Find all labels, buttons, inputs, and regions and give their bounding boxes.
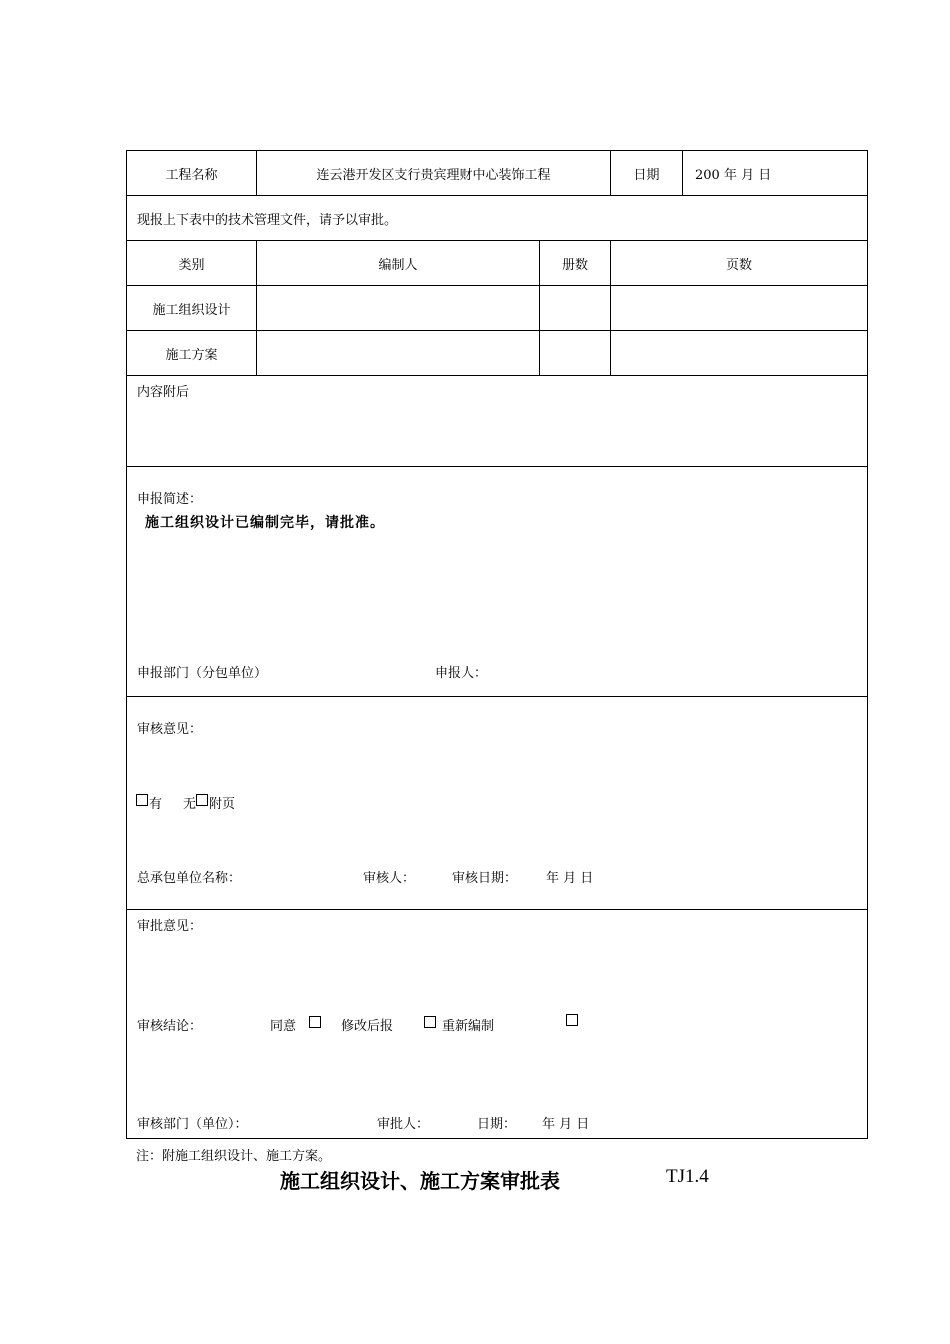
header-category: 类别 [178, 257, 205, 273]
opt-attach-label: 附页 [209, 797, 236, 812]
checkbox-have[interactable] [136, 794, 148, 806]
summary-content[interactable]: 施工组织设计已编制完毕，请批准。 [145, 515, 385, 531]
submit-line: 现报上下表中的技术管理文件，请予以审批。 [137, 212, 398, 228]
document-code: TJ1.4 [666, 1166, 709, 1187]
header-pages: 页数 [610, 241, 867, 285]
approval-form [126, 150, 868, 1139]
checkbox-redo[interactable] [566, 1014, 578, 1026]
submitter-label: 申报人： [435, 666, 488, 681]
summary-section [127, 467, 867, 697]
opt-agree-label: 同意 [270, 1019, 297, 1034]
submit-dept-label: 申报部门（分包单位） [137, 666, 268, 681]
table-header-row [127, 241, 867, 286]
checkbox-agree[interactable] [309, 1016, 321, 1028]
review-section [127, 697, 867, 910]
row-author[interactable] [256, 286, 539, 330]
header-row [127, 151, 867, 196]
attachment-section [127, 376, 867, 467]
header-volumes: 册数 [539, 241, 610, 285]
approval-date-label: 日期： [477, 1117, 517, 1132]
row-pages[interactable] [610, 286, 867, 330]
approval-section [127, 910, 867, 1138]
review-date-label: 审核日期： [452, 871, 518, 886]
project-name-value[interactable]: 连云港开发区支行贵宾理财中心装饰工程 [256, 151, 610, 195]
checkbox-modify[interactable] [424, 1016, 436, 1028]
attachment-label: 内容附后 [137, 385, 190, 400]
footer-note: 注：附施工组织设计、施工方案。 [136, 1149, 332, 1164]
approver-label: 审批人： [377, 1117, 430, 1132]
approval-date-value[interactable]: 年 月 日 [542, 1117, 590, 1132]
row-pages[interactable] [610, 331, 867, 375]
opt-have-label: 有 [149, 797, 163, 812]
contractor-label: 总承包单位名称： [137, 871, 242, 886]
document-title: 施工组织设计、施工方案审批表 [280, 1169, 560, 1193]
approval-dept-label: 审核部门（单位）： [137, 1117, 248, 1132]
project-name-label: 工程名称 [165, 167, 218, 183]
opt-none-label: 无 [183, 797, 197, 812]
header-author: 编制人 [256, 241, 539, 285]
row-volumes[interactable] [539, 286, 610, 330]
row-author[interactable] [256, 331, 539, 375]
date-value[interactable]: 200 年 月 日 [682, 151, 867, 195]
submit-row [127, 196, 867, 241]
approval-label: 审批意见： [137, 919, 203, 934]
row-category: 施工方案 [165, 347, 218, 363]
reviewer-label: 审核人： [363, 871, 416, 886]
date-label: 日期 [610, 151, 682, 195]
table-row [127, 331, 867, 376]
conclusion-label: 审核结论： [137, 1019, 203, 1034]
opt-redo-label: 重新编制 [442, 1019, 495, 1034]
checkbox-none[interactable] [196, 794, 208, 806]
review-label: 审核意见： [137, 722, 203, 737]
row-category: 施工组织设计 [152, 302, 231, 318]
table-row [127, 286, 867, 331]
opt-modify-label: 修改后报 [341, 1019, 394, 1034]
row-volumes[interactable] [539, 331, 610, 375]
summary-label: 申报简述： [137, 492, 203, 507]
review-date-value[interactable]: 年 月 日 [546, 871, 594, 886]
